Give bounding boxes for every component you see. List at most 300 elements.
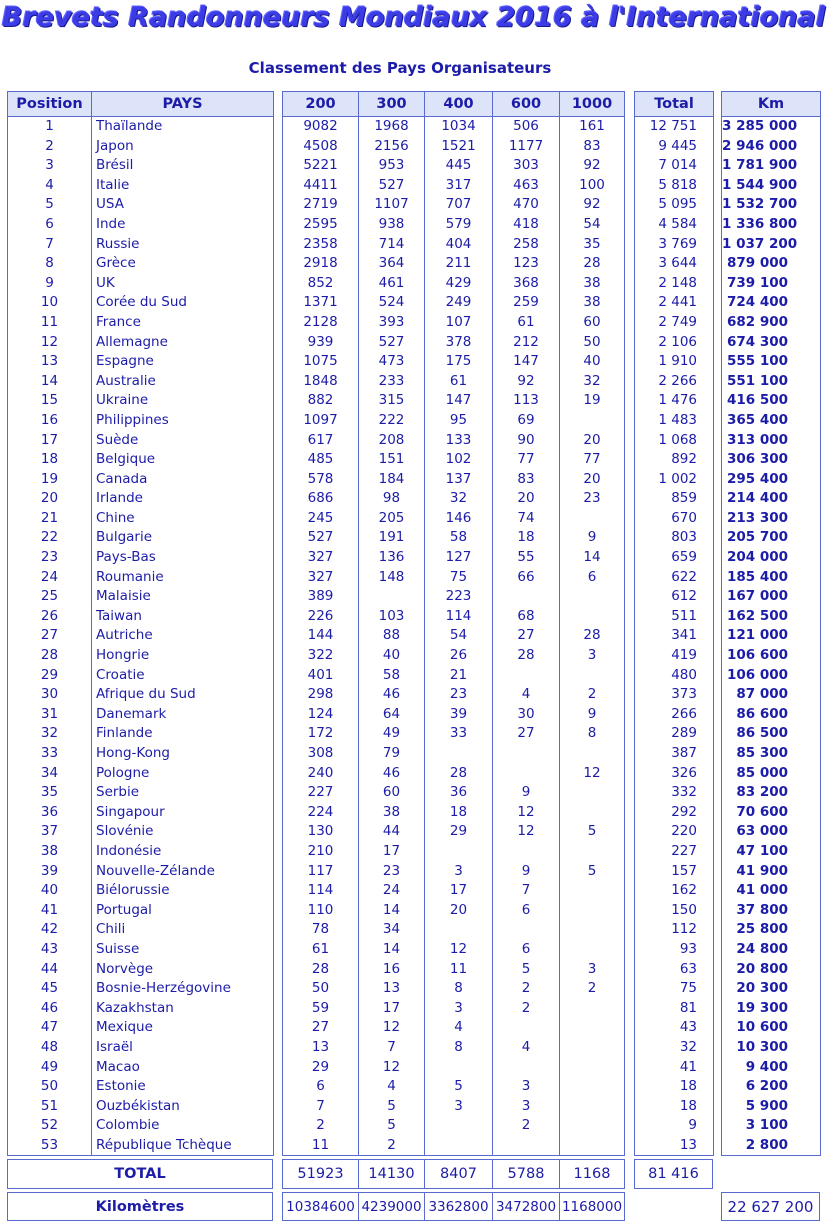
cell-400: 429 <box>425 274 493 294</box>
table-row <box>635 235 714 255</box>
table-row <box>8 1058 274 1078</box>
table-row <box>722 1077 821 1097</box>
table-row <box>635 607 714 627</box>
cell-400: 75 <box>425 568 493 588</box>
table-row <box>635 685 714 705</box>
table-row <box>283 372 625 392</box>
cell-pays: Colombie <box>92 1116 274 1136</box>
cell-300: 58 <box>359 666 425 686</box>
cell-400: 95 <box>425 411 493 431</box>
table-row <box>8 705 274 725</box>
cell-pays: Thaïlande <box>92 117 274 137</box>
table-row <box>635 215 714 235</box>
cell-600: 90 <box>493 431 560 451</box>
table-row <box>283 940 625 960</box>
cell-1000: 28 <box>560 626 625 646</box>
cell-400: 21 <box>425 666 493 686</box>
table-row <box>283 509 625 529</box>
cell-1000: 54 <box>560 215 625 235</box>
cell-pays: Canada <box>92 470 274 490</box>
cell-200: 61 <box>283 940 359 960</box>
cell-300: 24 <box>359 881 425 901</box>
table-row <box>283 548 625 568</box>
cell-300: 1107 <box>359 195 425 215</box>
table-row <box>722 117 821 137</box>
table-row <box>8 901 274 921</box>
cell-total: 5 095 <box>635 195 714 215</box>
cell-position: 42 <box>8 920 92 940</box>
cell-600: 2 <box>493 979 560 999</box>
cell-400 <box>425 920 493 940</box>
cell-1000 <box>560 803 625 823</box>
kilometres-600: 3472800 <box>492 1192 560 1221</box>
table-row <box>722 881 821 901</box>
table-row <box>722 372 821 392</box>
table-row <box>635 842 714 862</box>
cell-position: 44 <box>8 960 92 980</box>
cell-pays: Danemark <box>92 705 274 725</box>
cell-pays: Hong-Kong <box>92 744 274 764</box>
cell-200: 617 <box>283 431 359 451</box>
cell-600: 463 <box>493 176 560 196</box>
cell-total: 341 <box>635 626 714 646</box>
table-row <box>722 862 821 882</box>
cell-200: 245 <box>283 509 359 529</box>
table-row <box>8 1077 274 1097</box>
cell-600: 4 <box>493 1038 560 1058</box>
table-row <box>8 548 274 568</box>
cell-position: 37 <box>8 822 92 842</box>
cell-1000 <box>560 666 625 686</box>
cell-pays: Indonésie <box>92 842 274 862</box>
cell-300: 1968 <box>359 117 425 137</box>
cell-400: 137 <box>425 470 493 490</box>
table-row <box>722 764 821 784</box>
cell-total: 63 <box>635 960 714 980</box>
cell-200: 485 <box>283 450 359 470</box>
table-row <box>283 783 625 803</box>
table-row <box>635 705 714 725</box>
cell-400: 8 <box>425 1038 493 1058</box>
cell-position: 11 <box>8 313 92 333</box>
cell-300: 2156 <box>359 137 425 157</box>
cell-200: 389 <box>283 587 359 607</box>
cell-km: 5 900 <box>722 1097 821 1117</box>
cell-pays: Ouzbékistan <box>92 1097 274 1117</box>
cell-200: 124 <box>283 705 359 725</box>
cell-1000 <box>560 920 625 940</box>
table-row <box>722 822 821 842</box>
cell-km: 85 300 <box>722 744 821 764</box>
cell-600: 2 <box>493 1116 560 1136</box>
cell-km: 1 532 700 <box>722 195 821 215</box>
table-row <box>283 195 625 215</box>
cell-pays: Russie <box>92 235 274 255</box>
header-km: Km <box>722 92 821 117</box>
cell-total: 659 <box>635 548 714 568</box>
cell-600: 20 <box>493 489 560 509</box>
table-row <box>635 920 714 940</box>
cell-pays: Bulgarie <box>92 528 274 548</box>
table-row <box>283 744 625 764</box>
cell-400: 317 <box>425 176 493 196</box>
cell-600: 12 <box>493 822 560 842</box>
table-row <box>635 666 714 686</box>
table-row <box>283 293 625 313</box>
cell-200: 1097 <box>283 411 359 431</box>
cell-600: 147 <box>493 352 560 372</box>
cell-300: 136 <box>359 548 425 568</box>
cell-km: 10 300 <box>722 1038 821 1058</box>
kilometres-1000: 1168000 <box>559 1192 625 1221</box>
table-row <box>722 999 821 1019</box>
cell-pays: Israël <box>92 1038 274 1058</box>
cell-position: 49 <box>8 1058 92 1078</box>
cell-200: 2128 <box>283 313 359 333</box>
cell-300: 205 <box>359 509 425 529</box>
cell-total: 18 <box>635 1097 714 1117</box>
cell-km: 9 400 <box>722 1058 821 1078</box>
table-row <box>283 1077 625 1097</box>
km-table <box>721 91 821 1156</box>
cell-total: 5 818 <box>635 176 714 196</box>
cell-300: 184 <box>359 470 425 490</box>
table-row <box>722 666 821 686</box>
cell-400 <box>425 1116 493 1136</box>
table-row <box>635 764 714 784</box>
table-row <box>722 568 821 588</box>
table-row <box>722 489 821 509</box>
table-row <box>283 470 625 490</box>
cell-400: 61 <box>425 372 493 392</box>
cell-400: 8 <box>425 979 493 999</box>
cell-position: 31 <box>8 705 92 725</box>
cell-400 <box>425 1136 493 1156</box>
table-row <box>722 940 821 960</box>
cell-300: 222 <box>359 411 425 431</box>
cell-pays: Irlande <box>92 489 274 509</box>
cell-200: 852 <box>283 274 359 294</box>
cell-300: 191 <box>359 528 425 548</box>
cell-total: 1 483 <box>635 411 714 431</box>
cell-600: 368 <box>493 274 560 294</box>
cell-km: 295 400 <box>722 470 821 490</box>
cell-300: 98 <box>359 489 425 509</box>
cell-1000 <box>560 842 625 862</box>
kilometres-200: 10384600 <box>282 1192 359 1221</box>
total-table <box>634 91 714 1156</box>
cell-300: 103 <box>359 607 425 627</box>
table-row <box>722 1097 821 1117</box>
cell-position: 34 <box>8 764 92 784</box>
cell-400: 146 <box>425 509 493 529</box>
cell-300: 5 <box>359 1097 425 1117</box>
table-row <box>8 744 274 764</box>
cell-200: 227 <box>283 783 359 803</box>
cell-200: 1371 <box>283 293 359 313</box>
cell-1000: 2 <box>560 685 625 705</box>
table-row <box>283 352 625 372</box>
table-row <box>283 411 625 431</box>
header-400: 400 <box>425 92 493 117</box>
cell-1000: 8 <box>560 724 625 744</box>
cell-km: 86 600 <box>722 705 821 725</box>
cell-300: 208 <box>359 431 425 451</box>
table-row <box>635 1116 714 1136</box>
table-row <box>8 626 274 646</box>
table-row <box>8 764 274 784</box>
cell-position: 17 <box>8 431 92 451</box>
cell-km: 2 800 <box>722 1136 821 1156</box>
table-row <box>283 117 625 137</box>
cell-1000: 40 <box>560 352 625 372</box>
cell-total: 1 002 <box>635 470 714 490</box>
cell-600 <box>493 1058 560 1078</box>
cell-total: 511 <box>635 607 714 627</box>
table-row <box>722 1116 821 1136</box>
cell-km: 365 400 <box>722 411 821 431</box>
cell-600: 28 <box>493 646 560 666</box>
table-row <box>8 1097 274 1117</box>
table-row <box>635 724 714 744</box>
cell-km: 1 544 900 <box>722 176 821 196</box>
cell-200: 1075 <box>283 352 359 372</box>
cell-km: 555 100 <box>722 352 821 372</box>
cell-200: 226 <box>283 607 359 627</box>
total-1000: 1168 <box>559 1159 625 1189</box>
cell-total: 266 <box>635 705 714 725</box>
cell-total: 220 <box>635 822 714 842</box>
cell-position: 53 <box>8 1136 92 1156</box>
cell-1000 <box>560 783 625 803</box>
cell-position: 36 <box>8 803 92 823</box>
cell-km: 20 300 <box>722 979 821 999</box>
table-row <box>722 137 821 157</box>
cell-400: 11 <box>425 960 493 980</box>
cell-300: 16 <box>359 960 425 980</box>
cell-200: 117 <box>283 862 359 882</box>
table-row <box>722 646 821 666</box>
cell-300: 953 <box>359 156 425 176</box>
cell-1000 <box>560 901 625 921</box>
table-row <box>8 1038 274 1058</box>
cell-1000: 14 <box>560 548 625 568</box>
cell-300: 151 <box>359 450 425 470</box>
cell-400: 3 <box>425 1097 493 1117</box>
cell-400: 1521 <box>425 137 493 157</box>
cell-pays: Singapour <box>92 803 274 823</box>
table-row <box>283 313 625 333</box>
cell-total: 612 <box>635 587 714 607</box>
table-row <box>8 920 274 940</box>
cell-1000: 77 <box>560 450 625 470</box>
table-row <box>635 1018 714 1038</box>
cell-1000: 2 <box>560 979 625 999</box>
cell-pays: Hongrie <box>92 646 274 666</box>
cell-km: 416 500 <box>722 391 821 411</box>
cell-total: 387 <box>635 744 714 764</box>
cell-position: 19 <box>8 470 92 490</box>
cell-position: 2 <box>8 137 92 157</box>
cell-300: 60 <box>359 783 425 803</box>
table-row <box>8 470 274 490</box>
table-row <box>635 254 714 274</box>
cell-pays: Suède <box>92 431 274 451</box>
cell-km: 551 100 <box>722 372 821 392</box>
cell-400: 32 <box>425 489 493 509</box>
cell-600: 55 <box>493 548 560 568</box>
table-row <box>8 1136 274 1156</box>
cell-600: 7 <box>493 881 560 901</box>
cell-km: 1 037 200 <box>722 235 821 255</box>
table-row <box>635 587 714 607</box>
table-row <box>722 744 821 764</box>
table-row <box>635 117 714 137</box>
table-row <box>283 431 625 451</box>
cell-position: 27 <box>8 626 92 646</box>
cell-300: 64 <box>359 705 425 725</box>
kilometres-label: Kilomètres <box>7 1192 273 1221</box>
cell-300: 46 <box>359 685 425 705</box>
page-title: Brevets Randonneurs Mondiaux 2016 à l'International <box>1 2 826 33</box>
cell-total: 7 014 <box>635 156 714 176</box>
cell-300: 364 <box>359 254 425 274</box>
cell-300: 12 <box>359 1058 425 1078</box>
cell-pays: Inde <box>92 215 274 235</box>
table-row <box>722 391 821 411</box>
table-row <box>8 391 274 411</box>
table-row <box>722 235 821 255</box>
table-row <box>283 607 625 627</box>
table-row <box>8 411 274 431</box>
cell-1000: 50 <box>560 333 625 353</box>
cell-1000 <box>560 1077 625 1097</box>
table-row <box>635 509 714 529</box>
cell-total: 43 <box>635 1018 714 1038</box>
cell-1000: 20 <box>560 431 625 451</box>
table-row <box>283 235 625 255</box>
cell-position: 38 <box>8 842 92 862</box>
cell-400: 20 <box>425 901 493 921</box>
table-row <box>8 803 274 823</box>
cell-400: 29 <box>425 822 493 842</box>
cell-200: 2595 <box>283 215 359 235</box>
cell-600: 69 <box>493 411 560 431</box>
cell-pays: Ukraine <box>92 391 274 411</box>
cell-pays: Australie <box>92 372 274 392</box>
table-row <box>283 979 625 999</box>
header-300: 300 <box>359 92 425 117</box>
cell-pays: Suisse <box>92 940 274 960</box>
header-total: Total <box>635 92 714 117</box>
cell-position: 46 <box>8 999 92 1019</box>
cell-600: 6 <box>493 940 560 960</box>
table-row <box>8 862 274 882</box>
table-row <box>283 1136 625 1156</box>
cell-600: 77 <box>493 450 560 470</box>
cell-300: 4 <box>359 1077 425 1097</box>
cell-200: 401 <box>283 666 359 686</box>
table-row <box>635 391 714 411</box>
table-row <box>635 411 714 431</box>
cell-pays: Malaisie <box>92 587 274 607</box>
cell-600: 9 <box>493 783 560 803</box>
cell-position: 21 <box>8 509 92 529</box>
cell-400: 147 <box>425 391 493 411</box>
cell-1000 <box>560 587 625 607</box>
cell-1000: 28 <box>560 254 625 274</box>
cell-km: 739 100 <box>722 274 821 294</box>
cell-pays: Slovénie <box>92 822 274 842</box>
cell-position: 1 <box>8 117 92 137</box>
cell-position: 35 <box>8 783 92 803</box>
cell-total: 157 <box>635 862 714 882</box>
cell-300: 88 <box>359 626 425 646</box>
cell-position: 32 <box>8 724 92 744</box>
table-row <box>722 979 821 999</box>
table-row <box>8 979 274 999</box>
table-row <box>635 568 714 588</box>
table-row <box>635 176 714 196</box>
cell-200: 78 <box>283 920 359 940</box>
cell-km: 162 500 <box>722 607 821 627</box>
cell-position: 25 <box>8 587 92 607</box>
cell-300: 714 <box>359 235 425 255</box>
cell-300: 233 <box>359 372 425 392</box>
cell-position: 4 <box>8 176 92 196</box>
table-row <box>283 1038 625 1058</box>
table-row <box>635 901 714 921</box>
cell-600: 418 <box>493 215 560 235</box>
table-row <box>283 215 625 235</box>
cell-600 <box>493 764 560 784</box>
table-row <box>283 626 625 646</box>
cell-400: 5 <box>425 1077 493 1097</box>
table-row <box>635 450 714 470</box>
table-row <box>283 803 625 823</box>
cell-km: 86 500 <box>722 724 821 744</box>
cell-400: 378 <box>425 333 493 353</box>
cell-position: 13 <box>8 352 92 372</box>
cell-300: 461 <box>359 274 425 294</box>
cell-km: 41 000 <box>722 881 821 901</box>
table-row <box>635 1097 714 1117</box>
table-row <box>722 313 821 333</box>
table-row <box>635 960 714 980</box>
cell-total: 1 910 <box>635 352 714 372</box>
cell-position: 48 <box>8 1038 92 1058</box>
table-row <box>635 822 714 842</box>
table-row <box>722 156 821 176</box>
cell-400: 18 <box>425 803 493 823</box>
table-row <box>8 568 274 588</box>
cell-pays: Bosnie-Herzégovine <box>92 979 274 999</box>
cell-1000: 6 <box>560 568 625 588</box>
table-row <box>722 626 821 646</box>
cell-km: 20 800 <box>722 960 821 980</box>
cell-position: 45 <box>8 979 92 999</box>
table-row <box>283 764 625 784</box>
table-row <box>722 960 821 980</box>
table-row <box>722 431 821 451</box>
table-row <box>8 607 274 627</box>
table-row <box>722 1058 821 1078</box>
kilometres-300: 4239000 <box>358 1192 425 1221</box>
cell-200: 130 <box>283 822 359 842</box>
table-row <box>722 470 821 490</box>
cell-total: 4 584 <box>635 215 714 235</box>
cell-position: 33 <box>8 744 92 764</box>
